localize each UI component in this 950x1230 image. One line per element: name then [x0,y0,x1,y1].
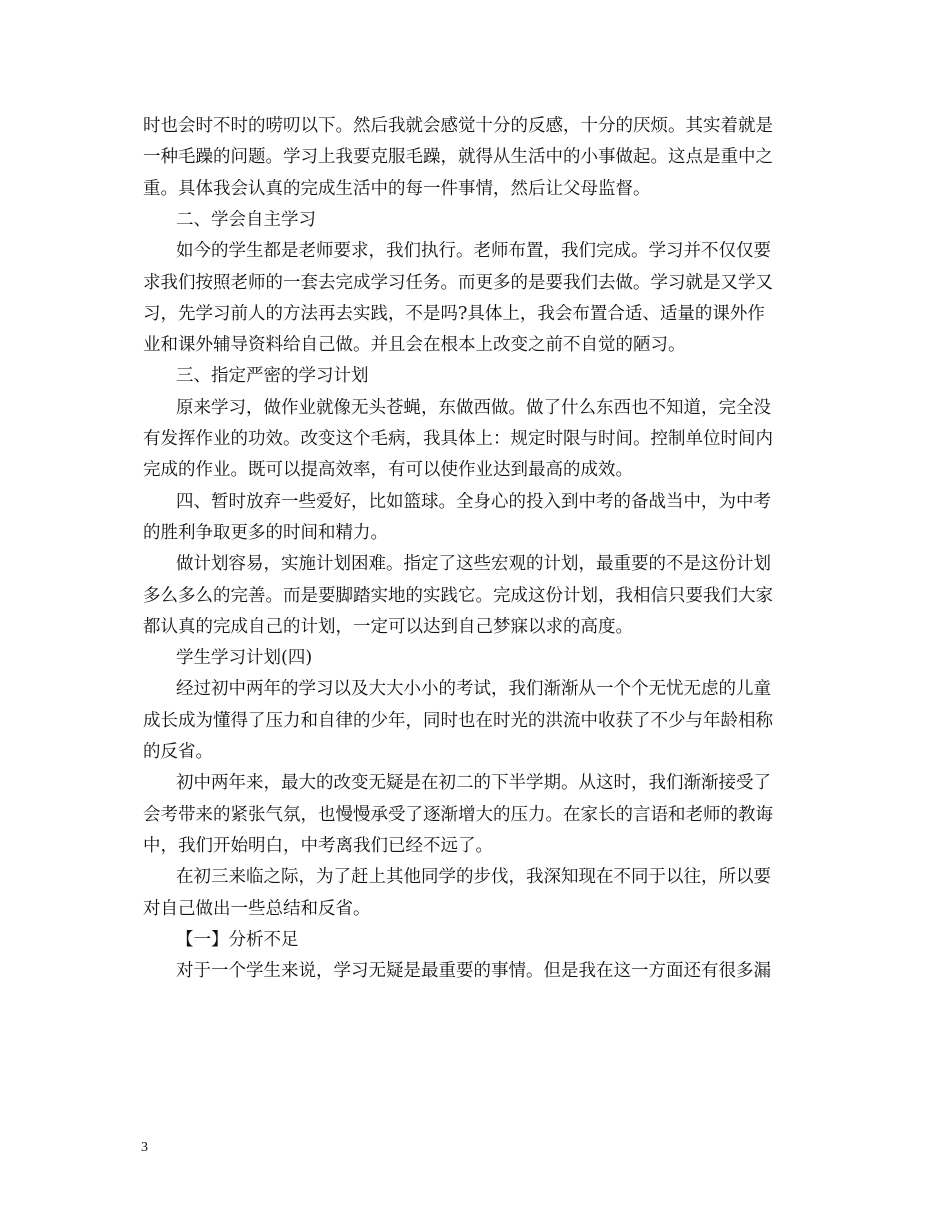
text-line: 都认真的完成自己的计划，一定可以达到自己梦寐以求的高度。 [143,616,633,637]
text-line: 四、暂时放弃一些爱好，比如篮球。全身心的投入到中考的备战当中，为中考 [176,491,771,512]
text-line: 习，先学习前人的方法再去实践，不是吗?具体上，我会布置合适、适量的课外作 [143,303,765,324]
text-line: 初中两年来，最大的改变无疑是在初二的下半学期。从这时，我们渐渐接受了 [176,773,771,794]
text-line: 求我们按照老师的一套去完成学习任务。而更多的是要我们去做。学习就是又学又 [143,272,773,293]
text-line: 对于一个学生来说，学习无疑是最重要的事情。但是我在这一方面还有很多漏 [176,961,771,982]
text-line: 完成的作业。既可以提高效率，有可以使作业达到最高的成效。 [143,460,633,481]
text-line: 时也会时不时的唠叨以下。然后我就会感觉十分的反感，十分的厌烦。其实着就是 [143,116,773,136]
text-line: 有发挥作业的功效。改变这个毛病，我具体上：规定时限与时间。控制单位时间内 [143,429,773,449]
text-line: 的胜利争取更多的时间和精力。 [143,522,388,543]
text-line: 一种毛躁的问题。学习上我要克服毛躁，就得从生活中的小事做起。这点是重中之 [143,147,773,168]
text-line: 中，我们开始明白，中考离我们已经不远了。 [143,835,493,856]
text-line: 多么多么的完善。而是要脚踏实地的实践它。完成这份计划，我相信只要我们大家 [143,585,773,606]
text-line: 做计划容易，实施计划困难。指定了这些宏观的计划，最重要的不是这份计划 [176,554,771,575]
page-number: 3 [141,1140,148,1155]
section-heading: 二、学会自主学习 [176,209,316,230]
text-line: 对自己做出一些总结和反省。 [143,898,371,919]
text-line: 原来学习，做作业就像无头苍蝇，东做西做。做了什么东西也不知道，完全没 [176,397,771,418]
section-heading: 【一】分析不足 [176,929,299,950]
text-line: 业和课外辅导资料给自己做。并且会在根本上改变之前不自觉的陋习。 [143,335,686,356]
text-line: 成长成为懂得了压力和自律的少年，同时也在时光的洪流中收获了不少与年龄相称 [143,710,773,731]
text-line: 的反省。 [143,742,213,762]
text-line: 会考带来的紧张气氛，也慢慢承受了逐渐增大的压力。在家长的言语和老师的教诲 [143,804,773,825]
text-line: 经过初中两年的学习以及大大小小的考试，我们渐渐从一个个无忧无虑的儿童 [176,679,771,700]
section-heading: 三、指定严密的学习计划 [176,366,369,387]
section-heading: 学生学习计划(四) [176,648,313,669]
text-line: 重。具体我会认真的完成生活中的每一件事情，然后让父母监督。 [143,178,651,199]
text-line: 在初三来临之际，为了赶上其他同学的步伐，我深知现在不同于以往，所以要 [176,867,771,888]
text-line: 如今的学生都是老师要求，我们执行。老师布置，我们完成。学习并不仅仅要 [176,241,771,262]
